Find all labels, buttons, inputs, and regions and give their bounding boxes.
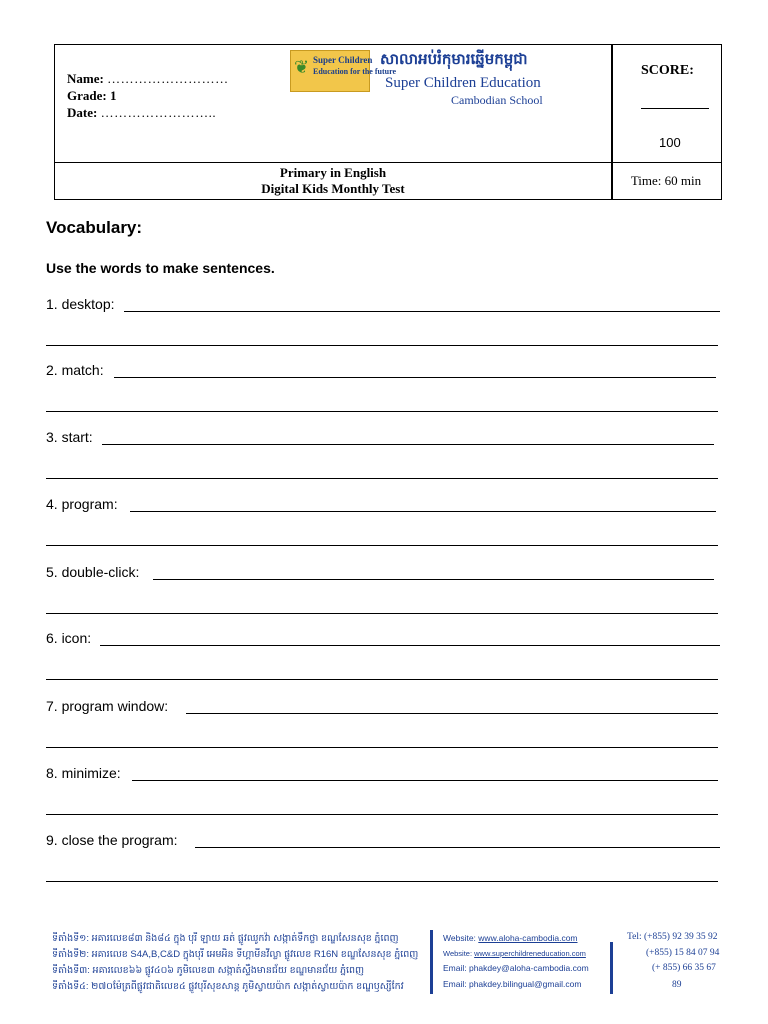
question-8-label: 8. minimize: <box>46 765 121 781</box>
question-9-answer-line[interactable] <box>195 847 720 848</box>
name-dots: ……………………… <box>107 71 229 86</box>
tel-2: (+855) 15 84 07 94 <box>646 948 720 958</box>
school-subtitle: Cambodian School <box>451 93 543 107</box>
website-2-link[interactable]: www.superchildreneducation.com <box>474 949 586 958</box>
khmer-school-title: សាលាអប់រំកុមារឆ្នើមកម្ពុជា <box>380 51 528 68</box>
date-label: Date: <box>67 105 98 120</box>
name-field[interactable] <box>67 71 229 87</box>
header-table <box>54 44 722 200</box>
question-6-answer-line[interactable] <box>100 645 720 646</box>
address-4: ទីតាំងទី៤: ២៧០ម៉ែត្រពីផ្លូវជាតិលេខ៤ ផ្លូវបុរីសុខសាន្ត ភូមិស្វាយប៉ាក សង្កាត់ស្វាយប៉ាក ខណ្ឌឫស្សីកែវ <box>52 981 404 992</box>
score-max: 100 <box>659 135 681 150</box>
test-line: Digital Kids Monthly Test <box>261 181 405 196</box>
question-5-answer-line[interactable] <box>153 579 714 580</box>
date-field[interactable] <box>67 105 216 121</box>
question-3-answer-line-2[interactable] <box>46 478 718 479</box>
score-line <box>641 108 709 109</box>
question-9-answer-line-2[interactable] <box>46 881 718 882</box>
school-name: Super Children Education <box>385 75 541 91</box>
date-dots: …………………….. <box>100 105 217 120</box>
address-2: ទីតាំងទី២: អគារលេខ S4A,B,C&D ក្នុងបុរី អេមអិន ទីហ្គាមីនវីល្លា ផ្លូវលេខ R16N ខណ្ឌសែនសុខ ភ្នំពេញ <box>52 949 419 960</box>
grade-label: Grade: <box>67 88 107 103</box>
question-5-label: 5. double-click: <box>46 564 140 580</box>
website-1-label: Website: <box>443 933 476 943</box>
email-2[interactable]: Email: phakdey.bilingual@gmail.com <box>443 979 582 989</box>
email-1[interactable]: Email: phakdey@aloha-cambodia.com <box>443 963 589 973</box>
question-2-answer-line-2[interactable] <box>46 411 718 412</box>
question-1-answer-line[interactable] <box>124 311 720 312</box>
question-4-answer-line[interactable] <box>130 511 716 512</box>
question-6-label: 6. icon: <box>46 630 92 646</box>
tel-4: 89 <box>672 980 682 990</box>
address-3: ទីតាំងទី៣: អគារលេខ៦៦ ផ្លូវ៤០៦ ភូមិលេខ៣ សង្កាត់ស្ទឹងមានជ័យ ខណ្ឌមានជ័យ ភ្នំពេញ <box>52 965 365 976</box>
logo-line1: Super Children <box>313 55 373 65</box>
footer-divider-2 <box>610 942 613 994</box>
question-7-answer-line-2[interactable] <box>46 747 718 748</box>
website-1[interactable] <box>443 933 578 943</box>
name-label: Name: <box>67 71 104 86</box>
grade-value: 1 <box>109 88 117 103</box>
footer <box>0 926 768 996</box>
question-1-label: 1. desktop: <box>46 296 115 312</box>
question-2-answer-line[interactable] <box>114 377 716 378</box>
question-3-label: 3. start: <box>46 429 93 445</box>
question-7-label: 7. program window: <box>46 698 169 714</box>
website-2[interactable] <box>443 949 586 958</box>
question-1-answer-line-2[interactable] <box>46 345 718 346</box>
tel-1: Tel: (+855) 92 39 35 92 <box>627 932 718 942</box>
tel-3: (+ 855) 66 35 67 <box>652 963 716 973</box>
website-2-label: Website: <box>443 949 473 958</box>
section-title: Vocabulary: <box>46 218 143 237</box>
website-1-link[interactable]: www.aloha-cambodia.com <box>478 933 578 943</box>
tree-icon: ❦ <box>294 57 310 77</box>
test-title <box>55 165 611 197</box>
school-logo <box>290 50 397 92</box>
question-4-label: 4. program: <box>46 496 118 512</box>
instruction: Use the words to make sentences. <box>46 260 275 276</box>
question-5-answer-line-2[interactable] <box>46 613 718 614</box>
logo-line2: Education for the future <box>313 67 397 76</box>
question-2-label: 2. match: <box>46 362 104 378</box>
question-9-label: 9. close the program: <box>46 832 178 848</box>
question-8-answer-line[interactable] <box>132 780 718 781</box>
question-8-answer-line-2[interactable] <box>46 814 718 815</box>
question-7-answer-line[interactable] <box>186 713 718 714</box>
question-6-answer-line-2[interactable] <box>46 679 718 680</box>
footer-divider-1 <box>430 930 433 994</box>
question-3-answer-line[interactable] <box>102 444 714 445</box>
score-label: SCORE: <box>641 63 694 78</box>
primary-line: Primary in English <box>279 165 387 180</box>
question-4-answer-line-2[interactable] <box>46 545 718 546</box>
time-limit: Time: 60 min <box>630 173 702 188</box>
grade-field <box>67 88 116 104</box>
address-1: ទីតាំងទី១: អគារលេខ៨៣ និង៨៤ ក្នុង បុរី ឡាយ ឆត់ ផ្លូវឈូកវ៉ា សង្កាត់ទឹកថ្លា ខណ្ឌសែនសុខ ភ្នំពេញ <box>52 933 399 944</box>
